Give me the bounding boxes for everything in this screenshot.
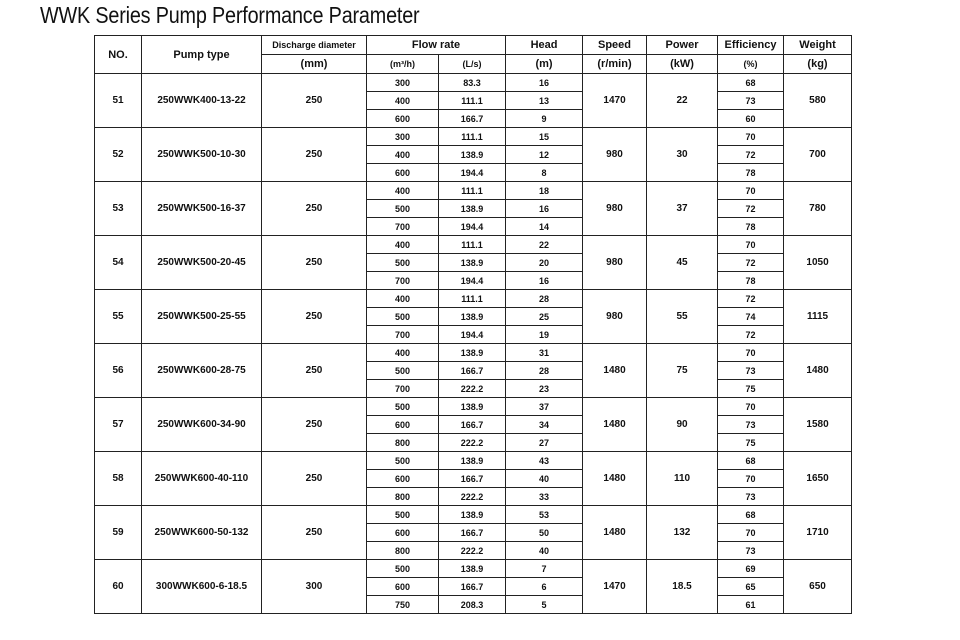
cell-flow-m3h: 500 xyxy=(367,560,439,578)
cell-flow-m3h: 400 xyxy=(367,290,439,308)
cell-efficiency: 70 xyxy=(718,470,784,488)
header-efficiency: Efficiency xyxy=(718,36,784,55)
header-power-unit: (kW) xyxy=(647,55,718,74)
cell-pump-type: 250WWK600-40-110 xyxy=(142,452,262,506)
cell-efficiency: 70 xyxy=(718,344,784,362)
cell-head: 40 xyxy=(506,542,583,560)
cell-discharge-diameter: 250 xyxy=(262,236,367,290)
table-row xyxy=(95,182,852,200)
cell-speed: 1470 xyxy=(583,560,647,614)
table-row xyxy=(95,506,852,524)
header-pump-type: Pump type xyxy=(142,36,262,74)
cell-head: 53 xyxy=(506,506,583,524)
cell-flow-m3h: 400 xyxy=(367,146,439,164)
cell-flow-ls: 166.7 xyxy=(439,416,506,434)
cell-flow-m3h: 800 xyxy=(367,434,439,452)
cell-efficiency: 70 xyxy=(718,398,784,416)
cell-no: 54 xyxy=(95,236,142,290)
page-title: WWK Series Pump Performance Parameter xyxy=(40,2,420,28)
cell-flow-m3h: 300 xyxy=(367,74,439,92)
cell-head: 28 xyxy=(506,290,583,308)
cell-flow-m3h: 700 xyxy=(367,218,439,236)
cell-head: 22 xyxy=(506,236,583,254)
cell-power: 22 xyxy=(647,74,718,128)
cell-no: 52 xyxy=(95,128,142,182)
cell-weight: 1480 xyxy=(784,344,852,398)
cell-discharge-diameter: 250 xyxy=(262,398,367,452)
cell-flow-ls: 138.9 xyxy=(439,344,506,362)
cell-efficiency: 68 xyxy=(718,74,784,92)
header-flow-rate: Flow rate xyxy=(367,36,506,55)
cell-efficiency: 78 xyxy=(718,272,784,290)
cell-efficiency: 70 xyxy=(718,524,784,542)
cell-pump-type: 250WWK500-10-30 xyxy=(142,128,262,182)
cell-flow-m3h: 600 xyxy=(367,524,439,542)
cell-head: 13 xyxy=(506,92,583,110)
cell-head: 33 xyxy=(506,488,583,506)
cell-pump-type: 300WWK600-6-18.5 xyxy=(142,560,262,614)
cell-speed: 1480 xyxy=(583,506,647,560)
cell-flow-m3h: 600 xyxy=(367,164,439,182)
cell-flow-ls: 194.4 xyxy=(439,164,506,182)
cell-power: 90 xyxy=(647,398,718,452)
cell-efficiency: 73 xyxy=(718,362,784,380)
cell-discharge-diameter: 250 xyxy=(262,452,367,506)
cell-flow-m3h: 750 xyxy=(367,596,439,614)
cell-flow-ls: 222.2 xyxy=(439,488,506,506)
cell-flow-m3h: 600 xyxy=(367,578,439,596)
cell-head: 6 xyxy=(506,578,583,596)
cell-pump-type: 250WWK500-20-45 xyxy=(142,236,262,290)
cell-head: 16 xyxy=(506,272,583,290)
cell-no: 57 xyxy=(95,398,142,452)
cell-flow-m3h: 400 xyxy=(367,236,439,254)
cell-flow-m3h: 700 xyxy=(367,326,439,344)
cell-discharge-diameter: 250 xyxy=(262,344,367,398)
cell-weight: 1650 xyxy=(784,452,852,506)
header-weight-unit: (kg) xyxy=(784,55,852,74)
cell-flow-m3h: 700 xyxy=(367,272,439,290)
cell-flow-m3h: 500 xyxy=(367,308,439,326)
cell-head: 14 xyxy=(506,218,583,236)
cell-efficiency: 75 xyxy=(718,434,784,452)
cell-head: 20 xyxy=(506,254,583,272)
cell-efficiency: 72 xyxy=(718,326,784,344)
cell-weight: 1115 xyxy=(784,290,852,344)
cell-pump-type: 250WWK500-25-55 xyxy=(142,290,262,344)
cell-efficiency: 70 xyxy=(718,236,784,254)
cell-power: 18.5 xyxy=(647,560,718,614)
cell-flow-ls: 222.2 xyxy=(439,434,506,452)
cell-pump-type: 250WWK600-34-90 xyxy=(142,398,262,452)
cell-no: 59 xyxy=(95,506,142,560)
cell-speed: 980 xyxy=(583,128,647,182)
header-efficiency-unit: (%) xyxy=(718,55,784,74)
cell-discharge-diameter: 300 xyxy=(262,560,367,614)
cell-flow-m3h: 400 xyxy=(367,182,439,200)
cell-flow-ls: 166.7 xyxy=(439,524,506,542)
cell-flow-ls: 138.9 xyxy=(439,254,506,272)
cell-flow-ls: 222.2 xyxy=(439,542,506,560)
cell-no: 60 xyxy=(95,560,142,614)
cell-weight: 1580 xyxy=(784,398,852,452)
cell-head: 19 xyxy=(506,326,583,344)
cell-efficiency: 70 xyxy=(718,182,784,200)
cell-flow-m3h: 600 xyxy=(367,470,439,488)
cell-head: 9 xyxy=(506,110,583,128)
cell-efficiency: 73 xyxy=(718,488,784,506)
cell-flow-ls: 111.1 xyxy=(439,236,506,254)
header-flow-unit-ls: (L/s) xyxy=(439,55,506,74)
cell-no: 58 xyxy=(95,452,142,506)
cell-head: 16 xyxy=(506,200,583,218)
cell-power: 132 xyxy=(647,506,718,560)
cell-speed: 980 xyxy=(583,182,647,236)
cell-flow-ls: 138.9 xyxy=(439,506,506,524)
table-body xyxy=(95,74,852,614)
cell-flow-ls: 194.4 xyxy=(439,272,506,290)
cell-efficiency: 70 xyxy=(718,128,784,146)
cell-flow-ls: 222.2 xyxy=(439,380,506,398)
table-row xyxy=(95,398,852,416)
cell-efficiency: 68 xyxy=(718,452,784,470)
cell-flow-m3h: 700 xyxy=(367,380,439,398)
cell-pump-type: 250WWK600-28-75 xyxy=(142,344,262,398)
cell-efficiency: 72 xyxy=(718,290,784,308)
table-header xyxy=(95,36,852,74)
cell-head: 28 xyxy=(506,362,583,380)
cell-flow-ls: 166.7 xyxy=(439,110,506,128)
cell-efficiency: 61 xyxy=(718,596,784,614)
cell-flow-ls: 138.9 xyxy=(439,308,506,326)
cell-flow-m3h: 500 xyxy=(367,506,439,524)
cell-power: 110 xyxy=(647,452,718,506)
header-head-unit: (m) xyxy=(506,55,583,74)
cell-no: 56 xyxy=(95,344,142,398)
header-head: Head xyxy=(506,36,583,55)
cell-head: 12 xyxy=(506,146,583,164)
cell-efficiency: 68 xyxy=(718,506,784,524)
cell-flow-m3h: 600 xyxy=(367,110,439,128)
cell-flow-ls: 194.4 xyxy=(439,326,506,344)
cell-head: 15 xyxy=(506,128,583,146)
cell-head: 8 xyxy=(506,164,583,182)
cell-flow-ls: 111.1 xyxy=(439,128,506,146)
cell-head: 31 xyxy=(506,344,583,362)
table-row xyxy=(95,452,852,470)
cell-weight: 700 xyxy=(784,128,852,182)
cell-efficiency: 69 xyxy=(718,560,784,578)
cell-flow-ls: 138.9 xyxy=(439,452,506,470)
cell-pump-type: 250WWK400-13-22 xyxy=(142,74,262,128)
cell-flow-m3h: 300 xyxy=(367,128,439,146)
cell-flow-m3h: 500 xyxy=(367,254,439,272)
cell-efficiency: 60 xyxy=(718,110,784,128)
cell-pump-type: 250WWK500-16-37 xyxy=(142,182,262,236)
cell-no: 51 xyxy=(95,74,142,128)
cell-flow-ls: 194.4 xyxy=(439,218,506,236)
cell-weight: 1050 xyxy=(784,236,852,290)
cell-flow-m3h: 800 xyxy=(367,542,439,560)
table-row xyxy=(95,236,852,254)
cell-efficiency: 72 xyxy=(718,200,784,218)
cell-flow-ls: 83.3 xyxy=(439,74,506,92)
cell-flow-ls: 138.9 xyxy=(439,200,506,218)
cell-flow-m3h: 400 xyxy=(367,344,439,362)
cell-head: 37 xyxy=(506,398,583,416)
header-weight: Weight xyxy=(784,36,852,55)
cell-head: 43 xyxy=(506,452,583,470)
cell-head: 25 xyxy=(506,308,583,326)
cell-flow-m3h: 400 xyxy=(367,92,439,110)
cell-flow-ls: 111.1 xyxy=(439,290,506,308)
cell-weight: 780 xyxy=(784,182,852,236)
cell-head: 16 xyxy=(506,74,583,92)
cell-flow-ls: 138.9 xyxy=(439,146,506,164)
table-row xyxy=(95,74,852,92)
cell-head: 34 xyxy=(506,416,583,434)
cell-efficiency: 74 xyxy=(718,308,784,326)
cell-head: 7 xyxy=(506,560,583,578)
cell-efficiency: 65 xyxy=(718,578,784,596)
cell-weight: 650 xyxy=(784,560,852,614)
cell-discharge-diameter: 250 xyxy=(262,290,367,344)
header-discharge-unit: (mm) xyxy=(262,55,367,74)
cell-head: 27 xyxy=(506,434,583,452)
cell-flow-m3h: 500 xyxy=(367,452,439,470)
cell-flow-m3h: 800 xyxy=(367,488,439,506)
pump-parameter-table xyxy=(94,35,852,614)
table-row xyxy=(95,290,852,308)
cell-efficiency: 73 xyxy=(718,416,784,434)
cell-weight: 580 xyxy=(784,74,852,128)
cell-no: 53 xyxy=(95,182,142,236)
cell-speed: 1480 xyxy=(583,398,647,452)
cell-flow-m3h: 600 xyxy=(367,416,439,434)
cell-efficiency: 73 xyxy=(718,92,784,110)
cell-efficiency: 72 xyxy=(718,254,784,272)
header-no: NO. xyxy=(95,36,142,74)
cell-discharge-diameter: 250 xyxy=(262,182,367,236)
cell-flow-m3h: 500 xyxy=(367,398,439,416)
cell-head: 40 xyxy=(506,470,583,488)
cell-head: 18 xyxy=(506,182,583,200)
cell-weight: 1710 xyxy=(784,506,852,560)
header-discharge: Discharge diameter xyxy=(262,36,367,55)
cell-flow-ls: 138.9 xyxy=(439,398,506,416)
table-row xyxy=(95,344,852,362)
cell-efficiency: 78 xyxy=(718,164,784,182)
header-power: Power xyxy=(647,36,718,55)
cell-no: 55 xyxy=(95,290,142,344)
cell-flow-m3h: 500 xyxy=(367,362,439,380)
cell-power: 75 xyxy=(647,344,718,398)
cell-flow-ls: 138.9 xyxy=(439,560,506,578)
cell-speed: 1470 xyxy=(583,74,647,128)
cell-flow-ls: 111.1 xyxy=(439,182,506,200)
cell-speed: 1480 xyxy=(583,344,647,398)
cell-power: 37 xyxy=(647,182,718,236)
cell-speed: 980 xyxy=(583,236,647,290)
table-row xyxy=(95,560,852,578)
cell-efficiency: 72 xyxy=(718,146,784,164)
cell-head: 5 xyxy=(506,596,583,614)
cell-power: 55 xyxy=(647,290,718,344)
cell-efficiency: 75 xyxy=(718,380,784,398)
cell-power: 45 xyxy=(647,236,718,290)
header-speed: Speed xyxy=(583,36,647,55)
table-row xyxy=(95,128,852,146)
cell-power: 30 xyxy=(647,128,718,182)
cell-flow-m3h: 500 xyxy=(367,200,439,218)
cell-discharge-diameter: 250 xyxy=(262,74,367,128)
cell-head: 23 xyxy=(506,380,583,398)
cell-head: 50 xyxy=(506,524,583,542)
cell-discharge-diameter: 250 xyxy=(262,128,367,182)
cell-efficiency: 78 xyxy=(718,218,784,236)
cell-flow-ls: 166.7 xyxy=(439,470,506,488)
cell-flow-ls: 111.1 xyxy=(439,92,506,110)
cell-flow-ls: 166.7 xyxy=(439,362,506,380)
cell-pump-type: 250WWK600-50-132 xyxy=(142,506,262,560)
cell-discharge-diameter: 250 xyxy=(262,506,367,560)
cell-flow-ls: 166.7 xyxy=(439,578,506,596)
cell-speed: 980 xyxy=(583,290,647,344)
header-speed-unit: (r/min) xyxy=(583,55,647,74)
cell-speed: 1480 xyxy=(583,452,647,506)
header-flow-unit-m3h: (m³/h) xyxy=(367,55,439,74)
cell-flow-ls: 208.3 xyxy=(439,596,506,614)
cell-efficiency: 73 xyxy=(718,542,784,560)
